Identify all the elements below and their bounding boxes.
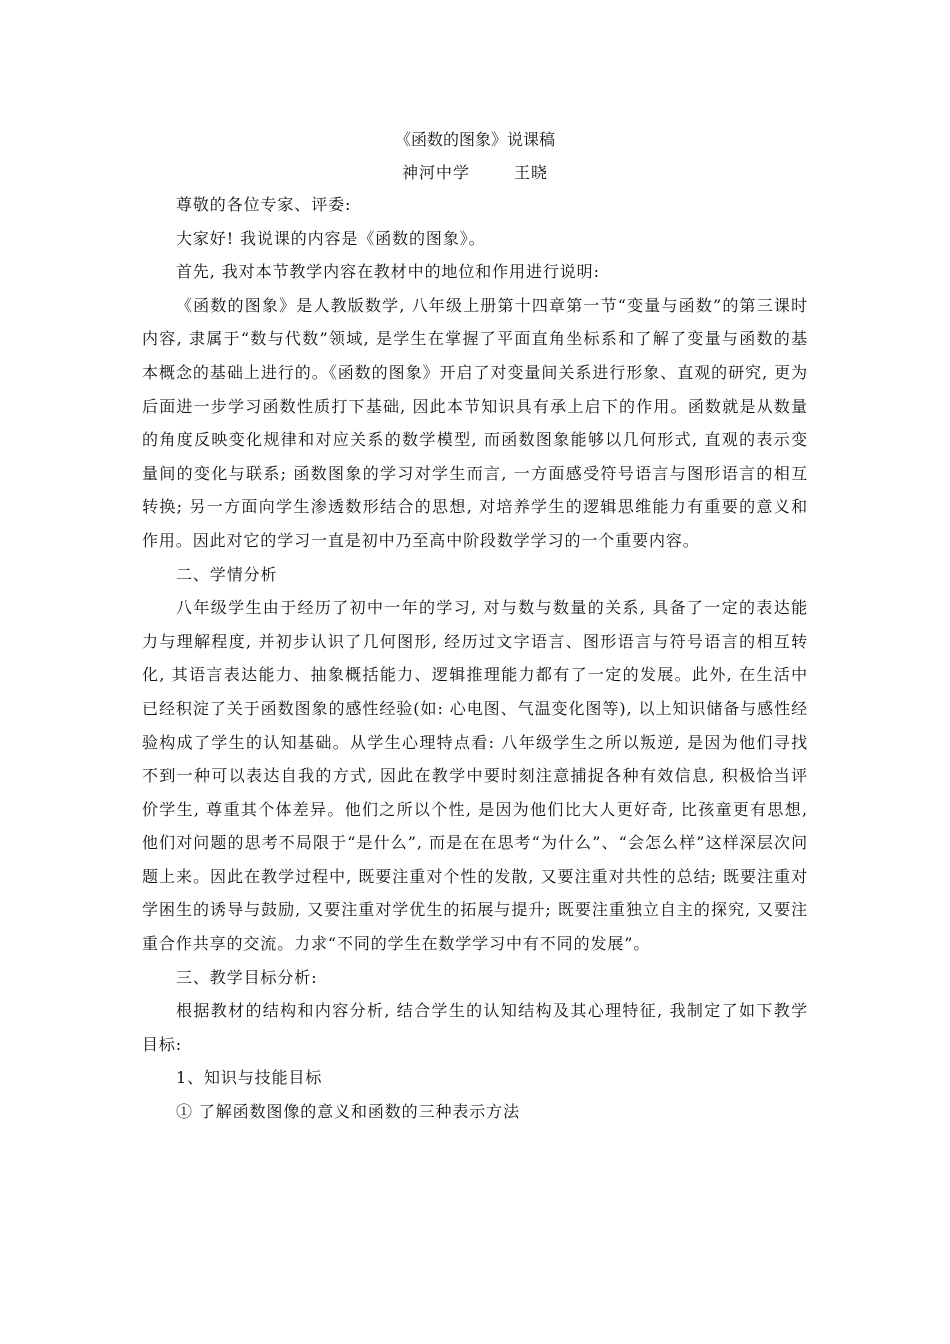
intro-line: 大家好! 我说课的内容是《函数的图象》。 <box>176 228 486 248</box>
section-heading-teaching-goals: 三、教学目标分析: <box>176 967 318 987</box>
section-one-intro: 首先, 我对本节教学内容在教材中的地位和作用进行说明: <box>176 262 600 282</box>
greeting-line: 尊敬的各位专家、评委: <box>176 195 352 214</box>
section-heading-student-analysis: 二、学情分析 <box>176 564 278 584</box>
document-title: 《函数的图象》说课稿 <box>394 130 555 149</box>
subsection-heading-knowledge-skills: 1、知识与技能目标 <box>176 1068 323 1088</box>
document-body <box>142 188 808 1129</box>
author-name: 王晓 <box>514 163 549 182</box>
goal-item-1: ① 了解函数图像的意义和函数的三种表示方法 <box>176 1102 520 1122</box>
school-name: 神河中学 <box>401 163 470 182</box>
student-analysis-paragraph: 八年级学生由于经历了初中一年的学习, 对与数与数量的关系, 具备了一定的表达能力与理解程度, 并初步认识了几何图形, 经历过文字语言、图形语言与符号语言的相互转化, 其语言表达能力、抽象概括能力、逻辑推理能力都有了一定的发展。此外, 在生活中已经积淀了关于函数图象的感性经验(如: 心电图、气温变化图等), 以上知识储备与感性经验构成了学生的认知基础。从学生心理特点看: 八年级学生之所以叛逆, 是因为他们寻找不到一种可以表达自我的方式, 因此在教学中要时刻注意捕捉各种有效信息, 积极恰当评价学生, 尊重其个体差异。他们之所以个性, 是因为他们比大人更好奇, 比孩童更有思想, 他们对问题的思考不局限于“是什么”, 而是在在思考“为什么”、“会怎么样”这样深层次问题上来。因此在教学过程中, 既要注重对个性的发散, 又要注重对共性的总结; 既要注重对学困生的诱导与鼓励, 又要注重对学优生的拓展与提升; 既要注重独立自主的探究, 又要注重合作共享的交流。力求“不同的学生在数学学习中有不同的发展”。 <box>142 598 808 954</box>
textbook-analysis-paragraph: 《函数的图象》是人教版数学, 八年级上册第十四章第一节“变量与函数”的第三课时内容, 隶属于“数与代数”领域, 是学生在掌握了平面直角坐标系和了解了变量与函数的基本概念的基础上进行的。《函数的图象》开启了对变量间关系进行形象、直观的研究, 更为后面进一步学习函数性质打下基础, 因此本节知识具有承上启下的作用。函数就是从数量的角度反映变化规律和对应关系的数学模型, 而函数图象能够以几何形式, 直观的表示变量间的变化与联系; 函数图象的学习对学生而言, 一方面感受符号语言与图形语言的相互转换; 另一方面向学生渗透数形结合的思想, 对培养学生的逻辑思维能力有重要的意义和作用。因此对它的学习一直是初中乃至高中阶段数学学习的一个重要内容。 <box>142 295 808 550</box>
teaching-goals-paragraph: 根据教材的结构和内容分析, 结合学生的认知结构及其心理特征, 我制定了如下教学目标: <box>142 1001 808 1054</box>
author-line <box>0 161 950 185</box>
